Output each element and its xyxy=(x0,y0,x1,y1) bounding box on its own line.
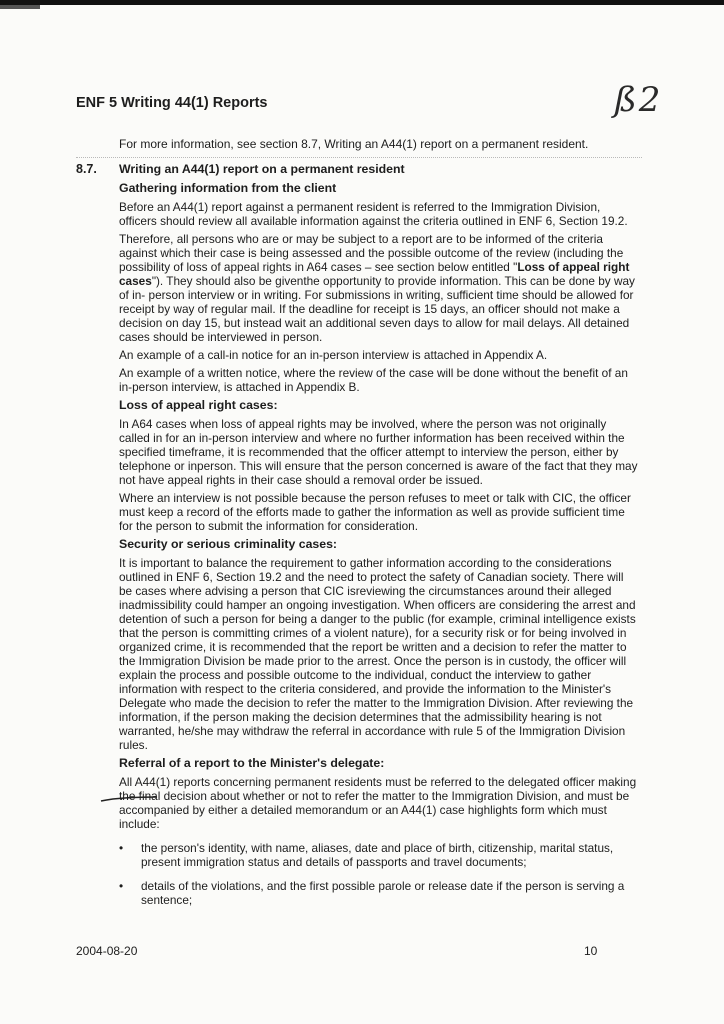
paragraph: Before an A44(1) report against a permanent resident is referred to the Immigration Division, officers should review all available information against the criteria outlined in ENF 6, Section 19.2. xyxy=(119,200,628,228)
page-number: 10 xyxy=(584,944,598,958)
paragraph: An example of a call-in notice for an in-person interview is attached in Appendix A. xyxy=(119,348,548,362)
pen-mark xyxy=(99,795,159,803)
scan-border-notch xyxy=(0,5,40,9)
list-item: • the person's identity, with name, aliases, date and place of birth, citizenship, marital status, present immigration status and details of passports and travel documents; xyxy=(119,841,639,869)
inline-bold-reference: Loss of appeal right cases xyxy=(119,260,630,288)
requirements-list xyxy=(119,841,639,907)
cross-reference-note: For more information, see section 8.7, Writing an A44(1) report on a permanent resident. xyxy=(119,137,589,151)
subheading-security-criminality: Security or serious criminality cases: xyxy=(119,537,338,551)
footer-date: 2004-08-20 xyxy=(76,944,138,958)
paragraph: Therefore, all persons who are or may be subject to a report are to be informed of the criteria against which their case is being assessed and the possible outcome of the review (including the possibility of loss of appeal rights in A64 cases – see section below entitled "Loss of appeal right cases"). They should also be giventhe opportunity to provide information. This can be done by way of in- person interview or in writing. For submissions in writing, sufficient time should be allowed for receipt by way of regular mail. If the deadline for receipt is 15 days, an officer should not make a decision on day 15, but instead wait an additional seven days to allow for mail delays. All detained cases should be interviewed in person. xyxy=(119,232,635,344)
scan-border xyxy=(0,0,724,5)
divider xyxy=(76,157,642,158)
section-number: 8.7. xyxy=(76,162,97,176)
page-title: ENF 5 Writing 44(1) Reports xyxy=(76,95,268,111)
paragraph: In A64 cases when loss of appeal rights may be involved, where the person was not originally called in for an in-person interview and where no further information has been received within the specified timeframe, it is recommended that the officer attempt to interview the person, either by telephone or inperson. This will ensure that the person concerned is aware of the fact that they may not have appeal rights in their case should a removal order be issued. xyxy=(119,417,638,487)
subheading-referral: Referral of a report to the Minister's delegate: xyxy=(119,756,385,770)
handwritten-note: ß2 xyxy=(614,80,663,120)
subheading-loss-of-appeal: Loss of appeal right cases: xyxy=(119,398,278,412)
paragraph: Where an interview is not possible because the person refuses to meet or talk with CIC, the officer must keep a record of the efforts made to gather the information as well as provide sufficient time for the person to submit the information for consideration. xyxy=(119,491,631,533)
subheading-gathering-information: Gathering information from the client xyxy=(119,181,337,195)
list-item: • details of the violations, and the first possible parole or release date if the person is serving a sentence; xyxy=(119,879,639,907)
section-title: Writing an A44(1) report on a permanent resident xyxy=(119,162,405,176)
paragraph: It is important to balance the requirement to gather information according to the considerations outlined in ENF 6, Section 19.2 and the need to protect the safety of Canadian society. There will be cases where advising a person that CIC isreviewing the circumstances around their alleged inadmissibility could hamper an ongoing investigation. When officers are considering the arrest and detention of such a person for being a danger to the public (for example, criminal intelligence exists that the person is committing crimes of a violent nature), for a security risk or for being involved in organized crime, it is recommended that the report be written and a decision to refer the matter to the Immigration Division be made prior to the arrest. Once the person is in custody, the officer will explain the process and possible outcome to the individual, conduct the interview to gather information with respect to the criteria considered, and provide the information to the Minister's Delegate who made the decision to refer the matter to the Immigration Division. After reviewing the information, if the person making the decision determines that the admissibility hearing is not warranted, he/she may withdraw the referral in accordance with rule 5 of the Immigration Division rules. xyxy=(119,556,636,752)
paragraph: An example of a written notice, where the review of the case will be done without the benefit of an in-person interview, is attached in Appendix B. xyxy=(119,366,628,394)
section-content xyxy=(119,162,639,917)
paragraph: All A44(1) reports concerning permanent residents must be referred to the delegated officer making the final decision about whether or not to refer the matter to the Immigration Division, and must be accompanied by either a detailed memorandum or an A44(1) case highlights form which must include: xyxy=(119,775,637,831)
